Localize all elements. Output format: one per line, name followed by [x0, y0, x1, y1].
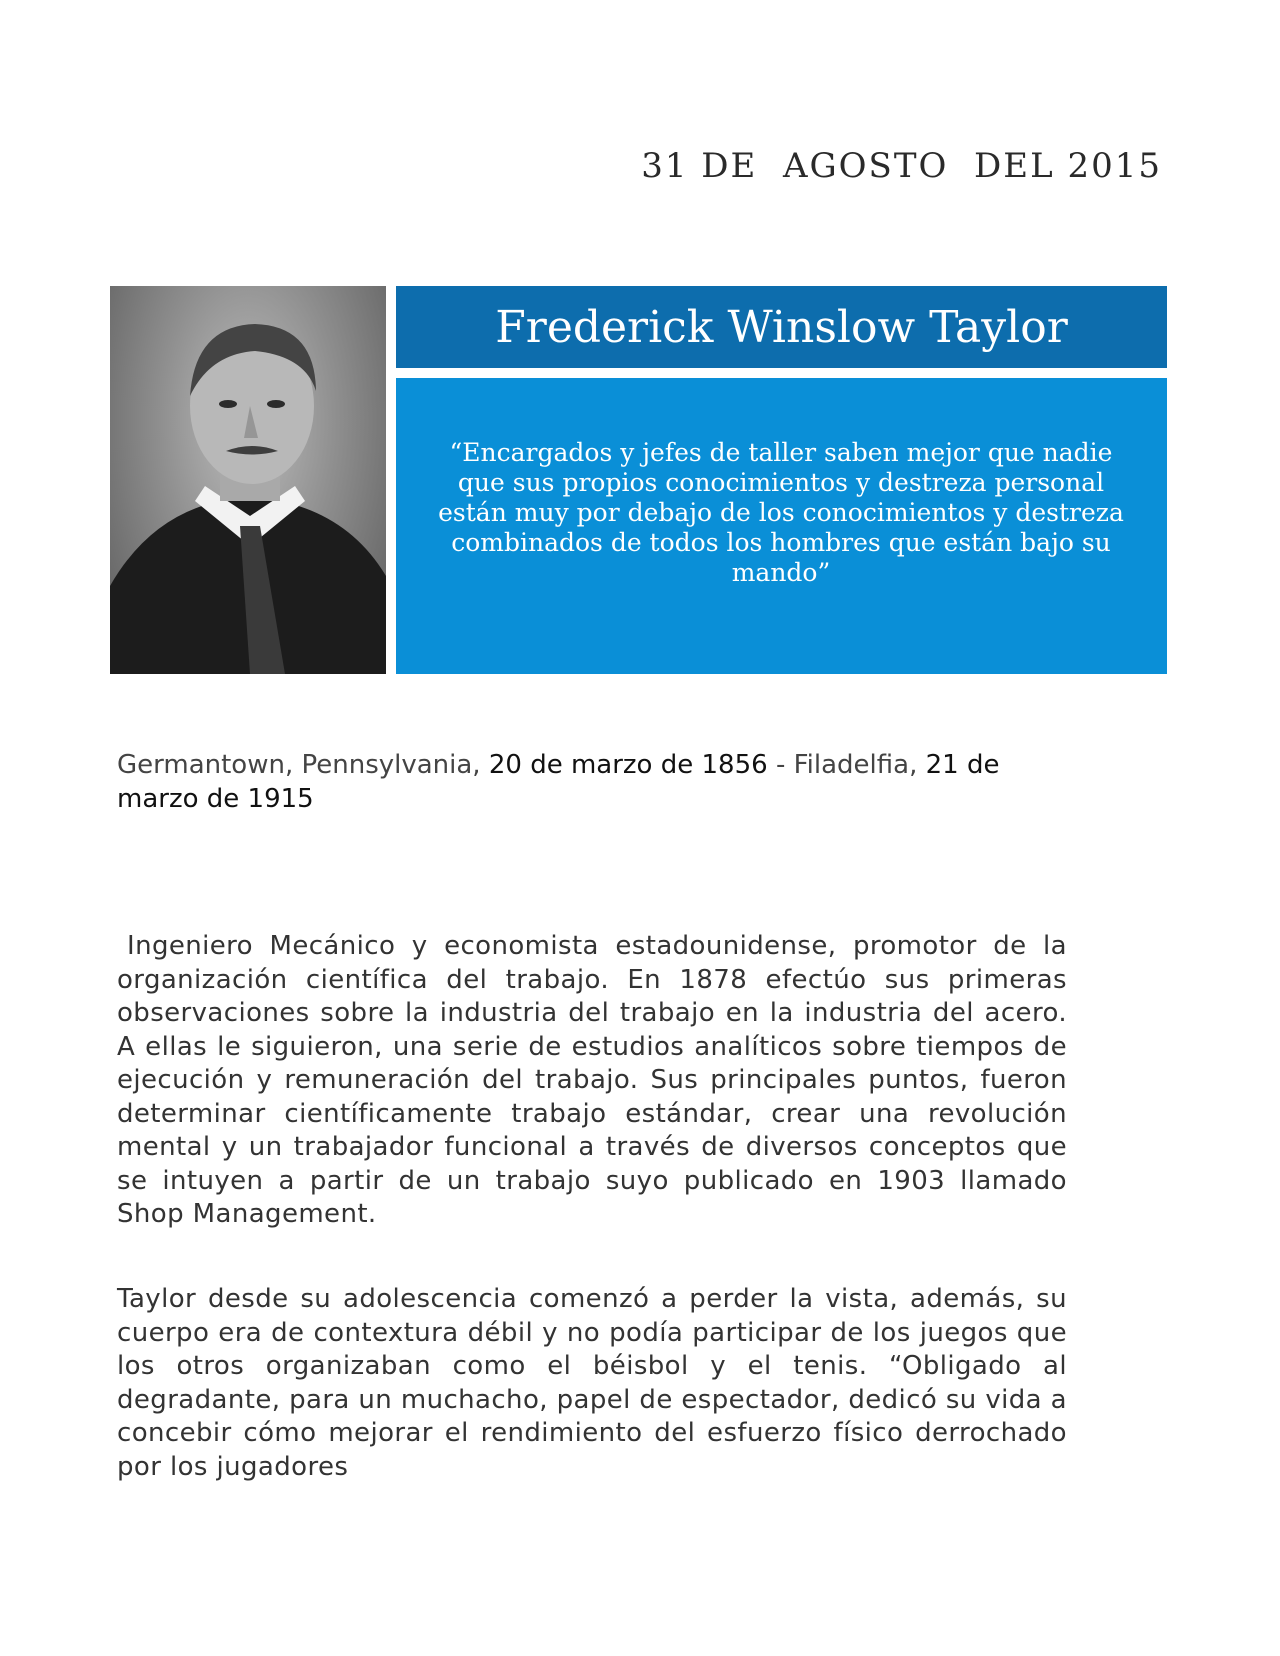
- death-date: 21 de marzo de 1915: [117, 750, 1000, 814]
- portrait-photo: [110, 286, 386, 674]
- deathplace: Filadelfia,: [793, 750, 918, 780]
- birth-death-line: [117, 748, 1067, 816]
- birthplace: Germantown, Pennsylvania,: [117, 750, 481, 780]
- date-separator: -: [775, 750, 786, 780]
- birth-date: 20 de marzo de 1856: [488, 750, 768, 780]
- person-name: Frederick Winslow Taylor: [495, 301, 1068, 353]
- paragraph: Taylor desde su adolescencia comenzó a perder la vista, además, su cuerpo era de contextura débil y no podía participar de los juegos que los otros organizaban como el béisbol y el tenis. “Obligado al degradante, para un muchacho, papel de espectador, dedicó su vida a concebir cómo mejorar el rendimiento del esfuerzo físico derrochado por los jugadores: [117, 1284, 1067, 1482]
- quote-text: “Encargados y jefes de taller saben mejor que nadie que sus propios conocimientos y destreza personal están muy por debajo de los conocimientos y destreza combinados de todos los hombres que están bajo su mando”: [438, 438, 1124, 587]
- portrait-illustration: [110, 286, 386, 674]
- name-title-bar: [396, 286, 1167, 368]
- paragraph: Ingeniero Mecánico y economista estadounidense, promotor de la organización científica del trabajo. En 1878 efectúo sus primeras observaciones sobre la industria del trabajo en la industria del acero. A ellas le siguieron, una serie de estudios analíticos sobre tiempos de ejecución y remuneración del trabajo. Sus principales puntos, fueron determinar científicamente trabajo estándar, crear una revolución mental y un trabajador funcional a través de diversos conceptos que se intuyen a partir de un trabajo suyo publicado en 1903 llamado Shop Management.: [117, 931, 1067, 1229]
- quote-box: [396, 378, 1167, 674]
- document-date: 31 DE AGOSTO DEL 2015: [641, 146, 1162, 186]
- header-banner: [110, 286, 1167, 674]
